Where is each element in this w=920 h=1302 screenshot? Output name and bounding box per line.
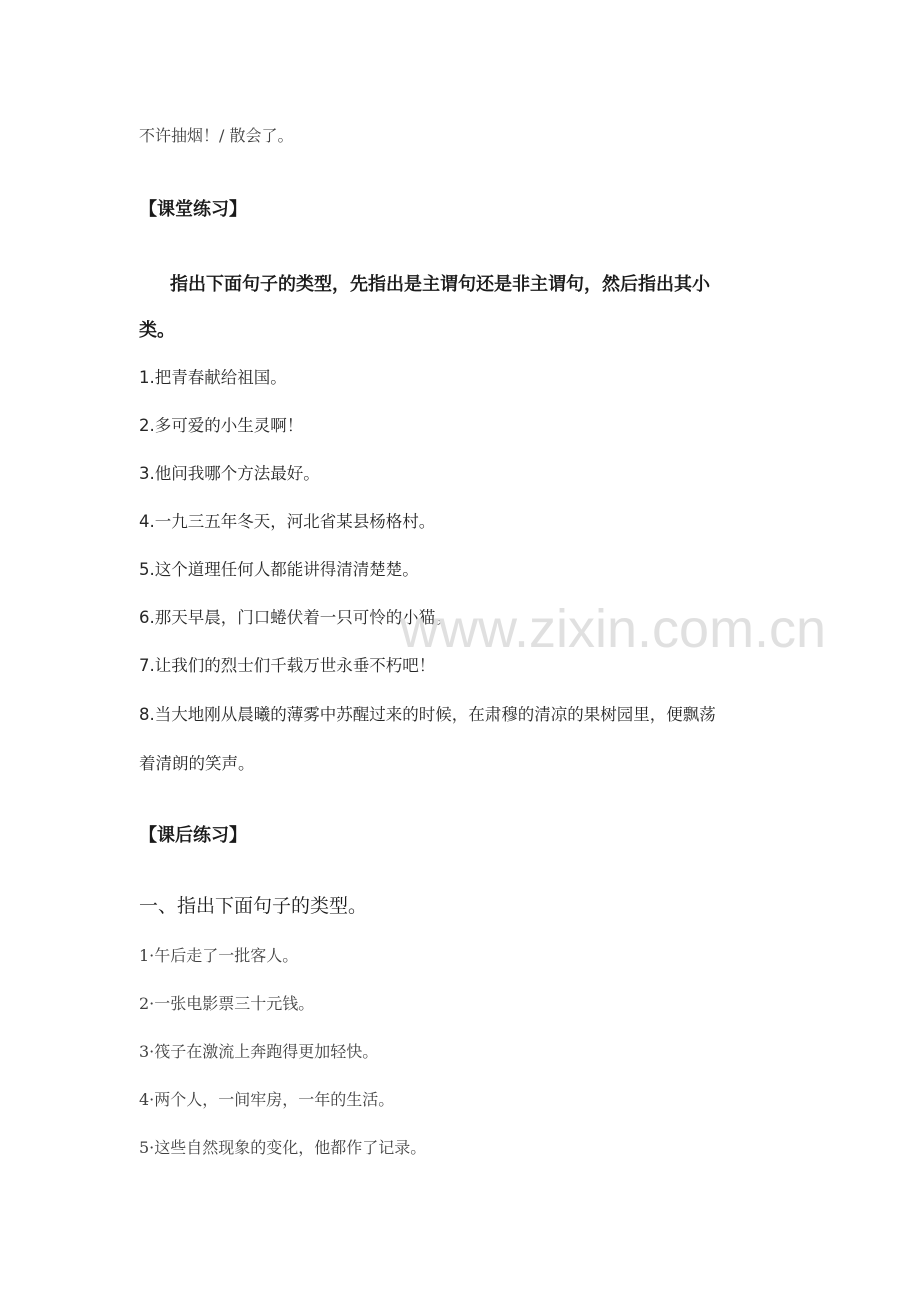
after-class-item-1: 1·午后走了一批客人。 — [139, 946, 299, 965]
classroom-heading: 【课堂练习】 — [139, 199, 247, 220]
intro-line: 不许抽烟！/ 散会了。 — [139, 126, 294, 145]
after-class-item-2: 2·一张电影票三十元钱。 — [139, 994, 315, 1013]
classroom-item-7: 7.让我们的烈士们千载万世永垂不朽吧！ — [139, 656, 436, 675]
classroom-item-4: 4.一九三五年冬天，河北省某县杨格村。 — [139, 512, 436, 531]
classroom-item-5: 5.这个道理任何人都能讲得清清楚楚。 — [139, 560, 419, 579]
after-class-item-4: 4·两个人，一间牢房，一年的生活。 — [139, 1090, 395, 1109]
watermark: www.zixin.com.cn — [400, 599, 827, 659]
after-class-item-5: 5·这些自然现象的变化，他都作了记录。 — [139, 1138, 427, 1157]
after-class-subheading: 一、指出下面句子的类型。 — [139, 895, 368, 917]
classroom-instruction-line2: 类。 — [139, 320, 175, 341]
classroom-item-6: 6.那天早晨，门口蜷伏着一只可怜的小猫。 — [139, 608, 452, 627]
classroom-item-8: 8.当大地刚从晨曦的薄雾中苏醒过来的时候，在肃穆的清凉的果树园里，便飘荡 — [139, 705, 716, 724]
after-class-item-3: 3·筏子在激流上奔跑得更加轻快。 — [139, 1042, 379, 1061]
classroom-instruction-line1: 指出下面句子的类型，先指出是主谓句还是非主谓句，然后指出其小 — [170, 274, 710, 295]
classroom-item-8-continued: 着清朗的笑声。 — [139, 754, 255, 773]
classroom-item-3: 3.他问我哪个方法最好。 — [139, 464, 320, 483]
classroom-item-1: 1.把青春献给祖国。 — [139, 368, 287, 387]
classroom-item-2: 2.多可爱的小生灵啊！ — [139, 416, 304, 435]
after-class-heading: 【课后练习】 — [139, 825, 247, 846]
